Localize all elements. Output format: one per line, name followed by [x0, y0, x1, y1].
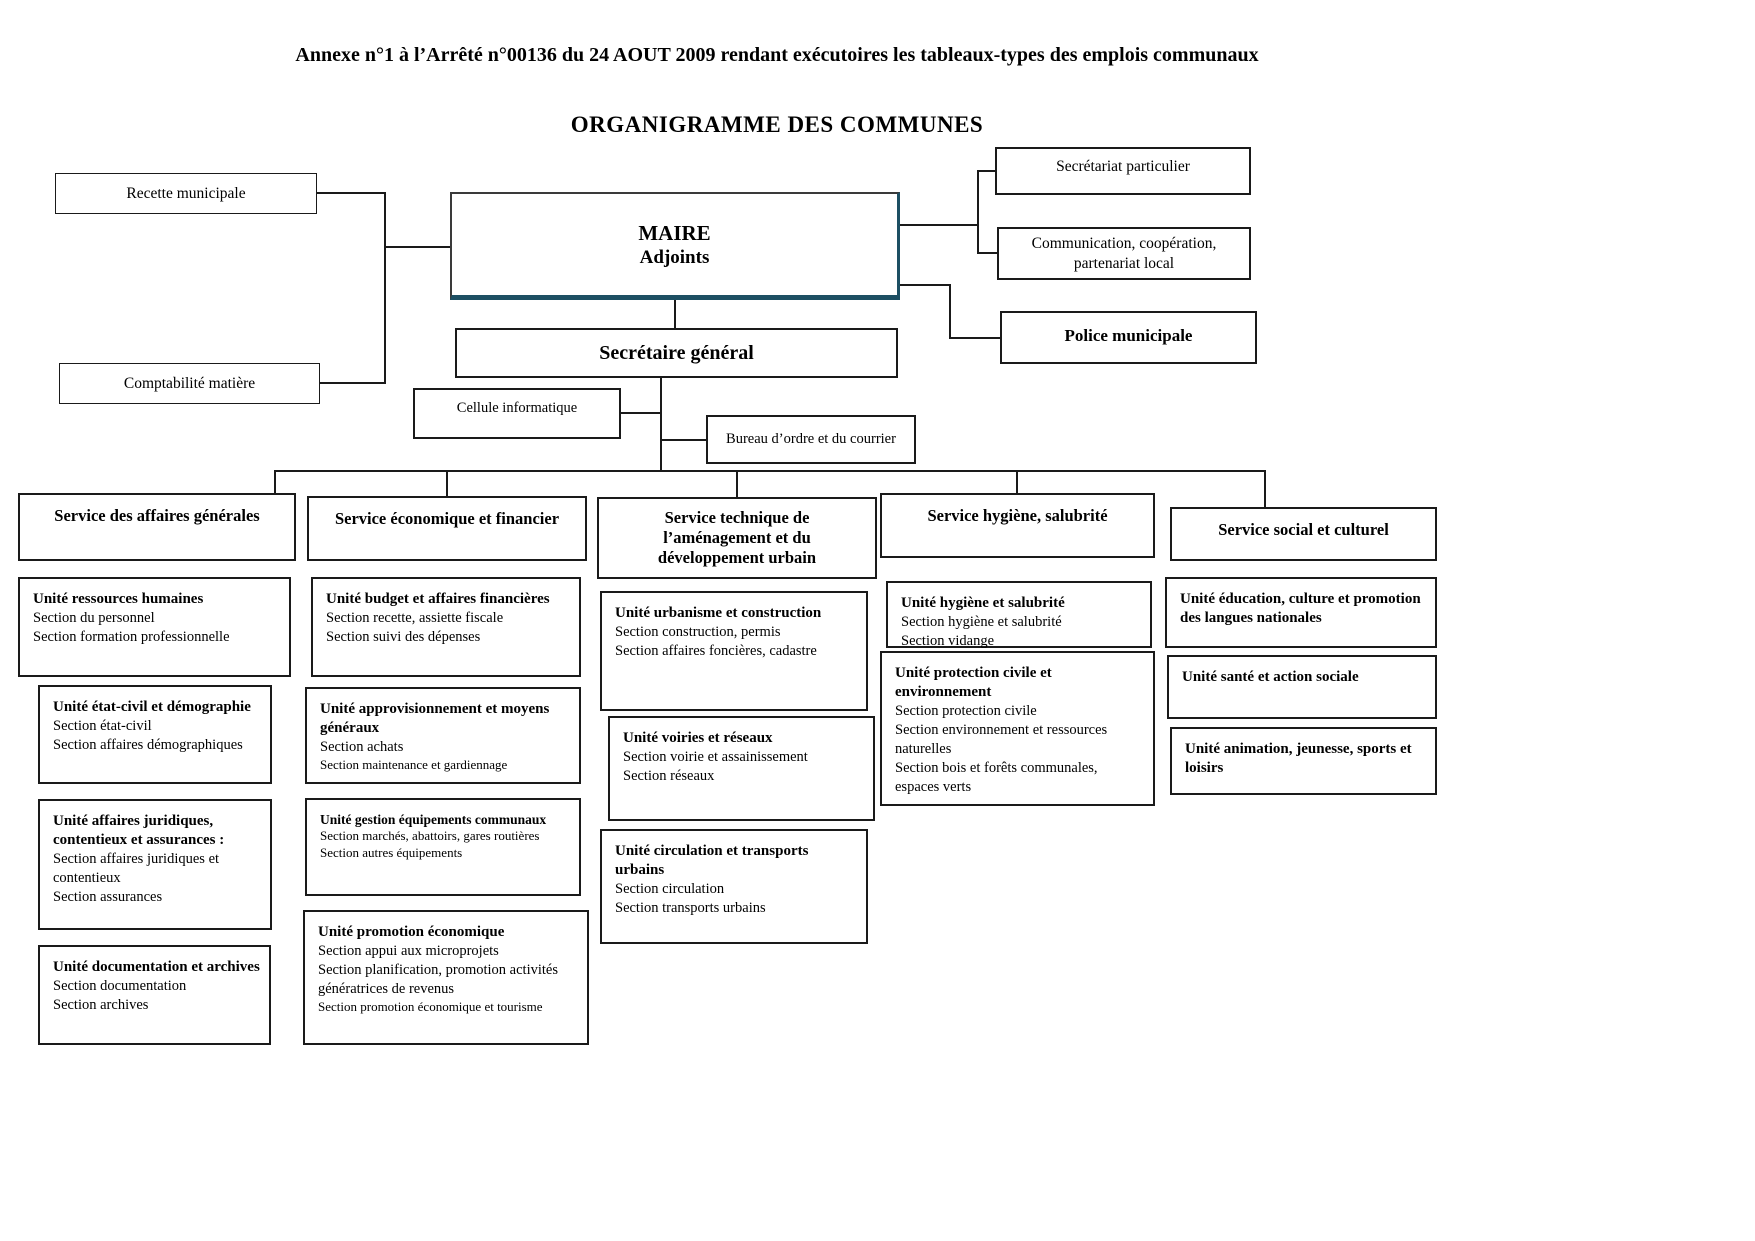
unit-section: Section affaires foncières, cadastre — [615, 643, 817, 660]
unite-hygiene-salubrite-box — [886, 581, 1152, 648]
unit-title: Unité état-civil et démographie — [53, 699, 251, 715]
service-social-culturel-header: Service social et culturel — [1170, 507, 1437, 561]
unit-section: Section construction, permis — [615, 624, 781, 641]
connector-drop-service2 — [446, 470, 448, 496]
annexe-title: Annexe n°1 à l’Arrêté n°00136 du 24 AOUT 2009 rendant exécutoires les tableaux-types des emplois communaux — [295, 44, 1259, 66]
connector-cellule-h — [621, 412, 661, 414]
unite-circulation-transports-box — [600, 829, 868, 944]
communication-box — [997, 227, 1251, 280]
unite-sante-action-sociale-box — [1167, 655, 1437, 719]
police-municipale-label: Police municipale — [1064, 326, 1193, 345]
unit-title: Unité urbanisme et construction — [615, 605, 822, 621]
maire-label: MAIRE — [638, 220, 711, 245]
page-title: ORGANIGRAMME DES COMMUNES — [570, 112, 984, 137]
bureau-ordre-box — [706, 415, 916, 464]
recette-municipale-box — [55, 173, 317, 214]
unit-section: Section assurances — [53, 889, 163, 906]
unit-title: Unité promotion économique — [318, 924, 505, 940]
service-economique-financier-header: Service économique et financier — [307, 496, 587, 561]
connector-right-trunk-v — [977, 170, 979, 254]
adjoints-label: Adjoints — [639, 246, 710, 268]
unit-section: Section formation professionnelle — [33, 629, 230, 646]
unite-etat-civil-box — [38, 685, 272, 784]
unit-title: Unité circulation et transports urbains — [615, 843, 809, 879]
unit-section: Section appui aux microprojets — [318, 943, 499, 960]
unite-animation-jeunesse-box — [1170, 727, 1437, 795]
unit-title: Unité éducation, culture et promotion des langues nationales — [1180, 591, 1421, 627]
recette-municipale-label: Recette municipale — [126, 184, 246, 202]
unit-section: Section planification, promotion activités génératrices de revenus — [318, 962, 559, 997]
unit-title: Unité documentation et archives — [53, 959, 260, 975]
service-affaires-generales-header: Service des affaires générales — [18, 493, 296, 561]
connector-sg-trunk-v — [660, 378, 662, 472]
unit-section: Section maintenance et gardiennage — [320, 757, 508, 773]
unite-gestion-equipements-box — [305, 798, 581, 896]
unit-title: Unité affaires juridiques, contentieux et assurances : — [53, 813, 225, 849]
unit-section: Section environnement et ressources naturelles — [895, 722, 1108, 758]
unit-section: Section affaires démographiques — [53, 737, 243, 754]
unit-section: Section vidange — [901, 633, 995, 650]
connector-communication-h — [977, 252, 997, 254]
unit-section: Section voirie et assainissement — [623, 749, 808, 766]
unit-section: Section autres équipements — [320, 845, 463, 861]
unite-affaires-juridiques-box — [38, 799, 272, 930]
unit-section: Section bois et forêts communales, espaces verts — [895, 759, 1098, 795]
secretaire-general-label: Secrétaire général — [599, 341, 754, 364]
connector-left-trunk-v — [384, 192, 386, 384]
connector-comptabilite-h — [320, 382, 386, 384]
unite-urbanisme-box — [600, 591, 868, 711]
comptabilite-matiere-box — [59, 363, 320, 404]
unit-title: Unité ressources humaines — [33, 591, 204, 607]
unit-section: Section affaires juridiques et contentieux — [53, 851, 220, 887]
connector-police-v — [949, 284, 951, 339]
communication-label: Communication, coopération, partenariat local — [1031, 235, 1217, 272]
connector-distribution-h — [274, 470, 1266, 472]
unit-title: Unité voiries et réseaux — [623, 730, 773, 746]
unit-section: Section promotion économique et tourisme — [318, 998, 543, 1014]
unit-section: Section hygiène et salubrité — [901, 614, 1062, 631]
unit-title: Unité protection civile et environnement — [895, 665, 1052, 701]
comptabilite-matiere-label: Comptabilité matière — [123, 374, 256, 392]
unite-ressources-humaines-box — [18, 577, 291, 677]
unit-title: Unité animation, jeunesse, sports et loisirs — [1185, 741, 1412, 777]
unit-section: Section achats — [320, 739, 404, 756]
bureau-ordre-label: Bureau d’ordre et du courrier — [726, 431, 896, 448]
maire-box — [450, 192, 900, 300]
unit-section: Section archives — [53, 997, 149, 1014]
connector-drop-service4 — [1016, 470, 1018, 493]
secretariat-particulier-label: Secrétariat particulier — [1056, 158, 1190, 175]
unit-section: Section transports urbains — [615, 900, 766, 917]
unit-section: Section état-civil — [53, 718, 152, 735]
service-technique-header: Service technique de l’aménagement et du développement urbain — [597, 497, 877, 579]
connector-police-h1 — [900, 284, 951, 286]
unite-approvisionnement-box — [305, 687, 581, 784]
unite-promotion-economique-box — [303, 910, 589, 1045]
unite-voiries-reseaux-box — [608, 716, 875, 821]
secretaire-general-box — [455, 328, 898, 378]
cellule-informatique-label: Cellule informatique — [456, 400, 578, 416]
unit-section: Section réseaux — [623, 768, 715, 785]
unite-budget-box — [311, 577, 581, 677]
connector-secretariat-h — [977, 170, 995, 172]
connector-drop-service3 — [736, 470, 738, 497]
connector-drop-service1 — [274, 470, 276, 493]
secretariat-particulier-box — [995, 147, 1251, 195]
unit-section: Section recette, assiette fiscale — [326, 610, 504, 627]
cellule-informatique-box — [413, 388, 621, 439]
unit-title: Unité gestion équipements communaux — [320, 812, 547, 827]
police-municipale-box — [1000, 311, 1257, 364]
unit-title: Unité budget et affaires financières — [326, 591, 550, 607]
connector-drop-service5 — [1264, 470, 1266, 507]
unite-documentation-archives-box — [38, 945, 271, 1045]
connector-maire-left-h — [384, 246, 450, 248]
unit-section: Section circulation — [615, 881, 725, 898]
unit-title: Unité approvisionnement et moyens généraux — [320, 701, 550, 737]
unite-protection-civile-box — [880, 651, 1155, 806]
unit-section: Section marchés, abattoirs, gares routières — [320, 828, 540, 844]
unit-title: Unité santé et action sociale — [1182, 669, 1359, 685]
connector-recette-h — [317, 192, 386, 194]
connector-police-h2 — [949, 337, 1000, 339]
unit-section: Section suivi des dépenses — [326, 629, 481, 646]
unit-section: Section protection civile — [895, 703, 1037, 720]
connector-bureau-h — [660, 439, 706, 441]
unit-section: Section du personnel — [33, 610, 155, 627]
unit-section: Section documentation — [53, 978, 187, 995]
unite-education-culture-box — [1165, 577, 1437, 648]
connector-maire-right-h — [900, 224, 978, 226]
service-hygiene-salubrite-header: Service hygiène, salubrité — [880, 493, 1155, 558]
connector-maire-sg-v — [674, 300, 676, 328]
unit-title: Unité hygiène et salubrité — [901, 595, 1065, 611]
